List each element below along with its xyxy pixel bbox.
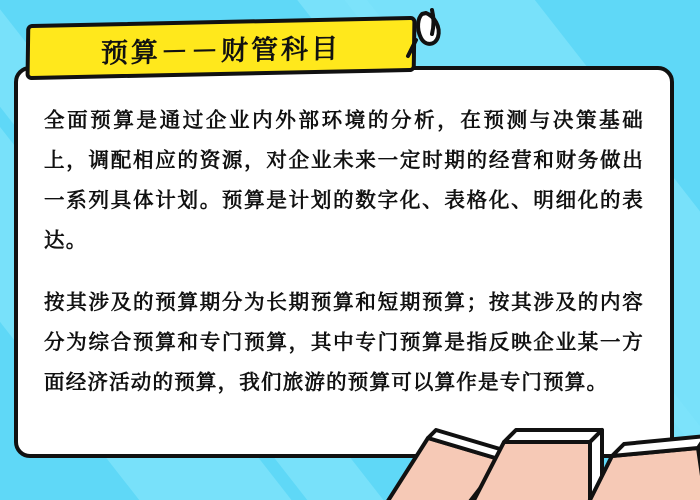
page-title: 预算－－财管科目: [100, 32, 342, 70]
article-body: [44, 100, 644, 402]
paragraph: 全面预算是通过企业内外部环境的分析，在预测与决策基础上，调配相应的资源，对企业未来一定时期的经营和财务做出一系列具体计划。预算是计划的数字化、表格化、明细化的表达。: [44, 108, 644, 252]
paragraph: 按其涉及的预算期分为长期预算和短期预算；按其涉及的内容分为综合预算和专门预算，其中专门预算是指反映企业某一方面经济活动的预算，我们旅游的预算可以算作是专门预算。: [44, 290, 644, 394]
book-stack-icon: [376, 386, 700, 500]
pen-doodle-icon: [388, 4, 458, 74]
